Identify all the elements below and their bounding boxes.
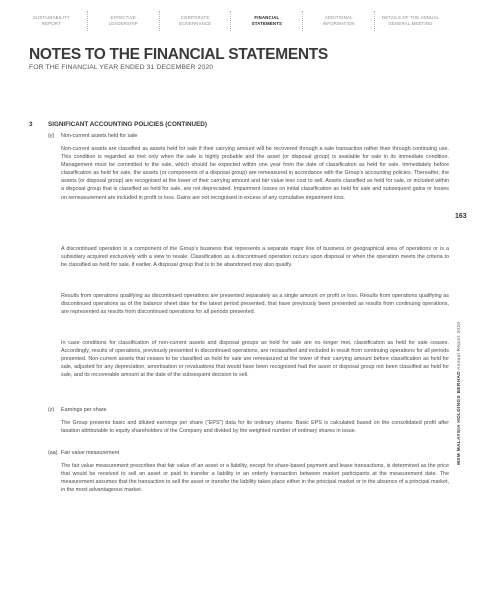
section-title: SIGNIFICANT ACCOUNTING POLICIES (CONTINUED): [48, 121, 207, 128]
page-subtitle: FOR THE FINANCIAL YEAR ENDED 31 DECEMBER 2020: [29, 64, 214, 71]
nav-corporate-governance[interactable]: [160, 11, 232, 31]
paragraph: Results from operations qualifying as discontinued operations are presented separately as a single amount on profit or loss. Results from operations qualifying as discontinued operations as of the balance sheet date for the latest period presented, that have previously been presented as results from continuing operations, are represented as results from discontinued operations for all periods presented.: [61, 293, 449, 316]
paragraph: The fair value measurement prescribes that fair value of an asset or a liability, except for share-based payment and lease transactions, is determined as the price that would be received to sell an asset or paid to transfer a liability in an orderly transaction between market participants at the measurement date. The measurement assumes that the transaction to sell the asset or transfer the liability takes place either in the principal market or in the absence of a principal market, in the most advantageous market.: [61, 463, 449, 494]
nav-additional-information[interactable]: [303, 11, 375, 31]
nav-label-line1: ADDITIONAL: [324, 15, 353, 20]
nav-label-line2: GENERAL MEETING: [388, 21, 433, 26]
subsection-label: (aa): [48, 450, 58, 456]
nav-label-line1: SUSTAINABILITY: [32, 15, 70, 20]
nav-label-line1: EFFECTIVE: [110, 15, 136, 20]
nav-label-line1: FINANCIAL: [254, 15, 280, 20]
section-number: 3: [29, 121, 33, 128]
subsection-label: (y): [48, 133, 55, 139]
page-title: NOTES TO THE FINANCIAL STATEMENTS: [29, 46, 328, 63]
paragraph: Non-current assets are classified as assets held for sale if their carrying amount will be recovered through a sale transaction rather than through continuing use. This condition is regarded as met only when the sale is highly probable and the asset (or disposal group) is available for sale in its immediate condition. Management must be committed to the sale, which should be expected within one year from the date of classification as held for sale. Immediately before classification as held for sale, the assets (or components of a disposal group) are remeasured in accordance with the Group’s accounting policies. Thereafter, the assets (or disposal group) are recognised at the lower of their carrying amount and fair value less cost to sell. Assets classified as held for sale, or included within a disposal group that is classified as held for sale, are not depreciated. Impairment losses on initial classification as held for sale and subsequent gains or losses on remeasurement are included in profit or loss. Gains are not recognised in excess of any cumulative impairment loss.: [61, 146, 449, 201]
subsection-heading-aa: [48, 450, 119, 456]
nav-financial-statements[interactable]: [231, 11, 303, 31]
nav-label-line2: GOVERNANCE: [178, 21, 212, 26]
paragraph: The Group presents basic and diluted earnings per share (“EPS”) data for its ordinary shares. Basic EPS is calculated based on the consolidated profit after taxation attributable to equity shareholders of the Company and divided by the weighted number of ordinary shares in issue.: [61, 420, 449, 435]
nav-sustainability-report[interactable]: [16, 11, 88, 31]
nav-label-line2: STATEMENTS: [251, 21, 283, 26]
nav-label-line2: INFORMATION: [322, 21, 355, 26]
subsection-title: Fair value measurement: [61, 450, 120, 456]
nav-label-line2: LEADERSHIP: [108, 21, 138, 26]
company-name: MSM MALAYSIA HOLDINGS BERHAD: [457, 371, 462, 465]
subsection-label: (z): [48, 407, 55, 413]
subsection-heading-z: [48, 407, 107, 413]
nav-label-line1: DETAILS OF THE ANNUAL: [382, 15, 440, 20]
paragraph: A discontinued operation is a component of the Group’s business that represents a separate major line of business or geographical area of operations or is a subsidiary acquired exclusively with a view to resale. Classification as a discontinued operation occurs upon disposal or when the operation meets the criteria to be classified as held for sale, if earlier. A disposal group that is to be abandoned may also qualify.: [61, 246, 449, 269]
page-number: 163: [455, 213, 467, 220]
nav-label-line1: CORPORATE: [180, 15, 210, 20]
nav-annual-general-meeting[interactable]: [375, 11, 446, 31]
subsection-title: Earnings per share: [61, 407, 107, 413]
report-name: Annual Report 2020: [457, 321, 462, 370]
top-navigation: [16, 11, 446, 31]
subsection-title: Non-current assets held for sale: [61, 133, 138, 139]
side-running-footer: [457, 322, 462, 465]
nav-label-line2: REPORT: [41, 21, 61, 26]
nav-effective-leadership[interactable]: [88, 11, 160, 31]
subsection-heading-y: [48, 133, 137, 139]
paragraph: In case conditions for classification of non-current assets and disposal groups as held for sale are no longer met, classification as held for sale ceases. Accordingly, results of operations, previously presented in discontinued operations, are reclassified and included in result from continuing operations for all periods presented. Non-current assets that ceases to be classified as held for sale are remeasured at the lower of their carrying amount before classification as held for sale, adjusted for any depreciation, amortisation or revaluations that would have been recognised had the asset or disposal group not been classified as held for sale, and its recoverable amount at the date of the subsequent decision to sell.: [61, 340, 449, 379]
